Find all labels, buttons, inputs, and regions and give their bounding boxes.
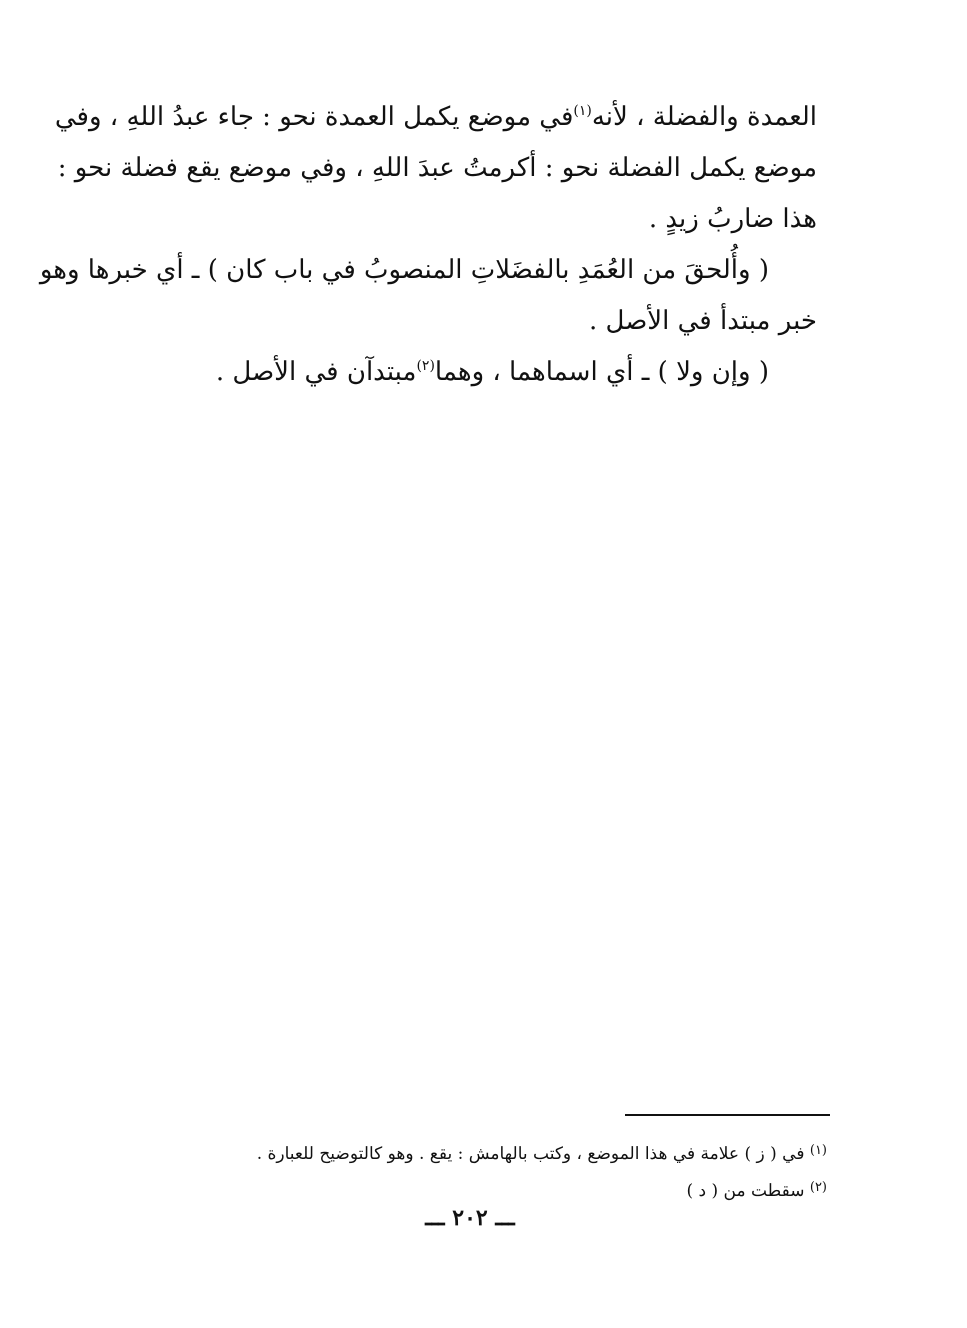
text-line: هذا ضاربُ زيدٍ . [648, 204, 817, 234]
footnote-ref-2: (٢) [416, 358, 435, 374]
footnote-1 [147, 1134, 827, 1171]
footnote-2 [147, 1171, 827, 1208]
footnote-number: (٢) [809, 1180, 827, 1195]
footnote-ref-1: (١) [573, 103, 592, 119]
footnote-text: سقطت من ( د ) [686, 1181, 805, 1201]
paragraph-2 [39, 245, 817, 347]
text-line: موضع يكمل الفضلة نحو : أكرمتُ عبدَ اللهِ ، وفي موضع يقع فضلة نحو : [57, 153, 817, 183]
footnote-number: (١) [809, 1143, 827, 1158]
page-number: ـــ ٢٠٢ ـــ [425, 1205, 515, 1231]
text-line: ( وإن ولا ) ـ أي اسماهما ، وهما$^{(٢)}$مبتدآن في الأصل . [215, 357, 769, 387]
paragraph-3 [117, 347, 817, 398]
text-line: ( وأُلحقَ من العُمَدِ بالفضَلاتِ المنصوبُ في باب كان ) ـ أي خبرها وهو [39, 255, 769, 285]
footnotes [147, 1134, 827, 1208]
text-line: خبر مبتدأ في الأصل . [589, 306, 817, 336]
paragraph-1 [54, 92, 817, 245]
main-text [39, 92, 817, 398]
footnote-text: في ( ز ) علامة في هذا الموضع ، وكتب بالهامش : يقع . وهو كالتوضيح للعبارة . [256, 1144, 805, 1164]
text-line: العمدة والفضلة ، لأنه$^{(١)}$في موضع يكمل العمدة نحو : جاء عبدُ اللهِ ، وفي [54, 102, 817, 132]
footnote-divider [625, 1114, 830, 1116]
